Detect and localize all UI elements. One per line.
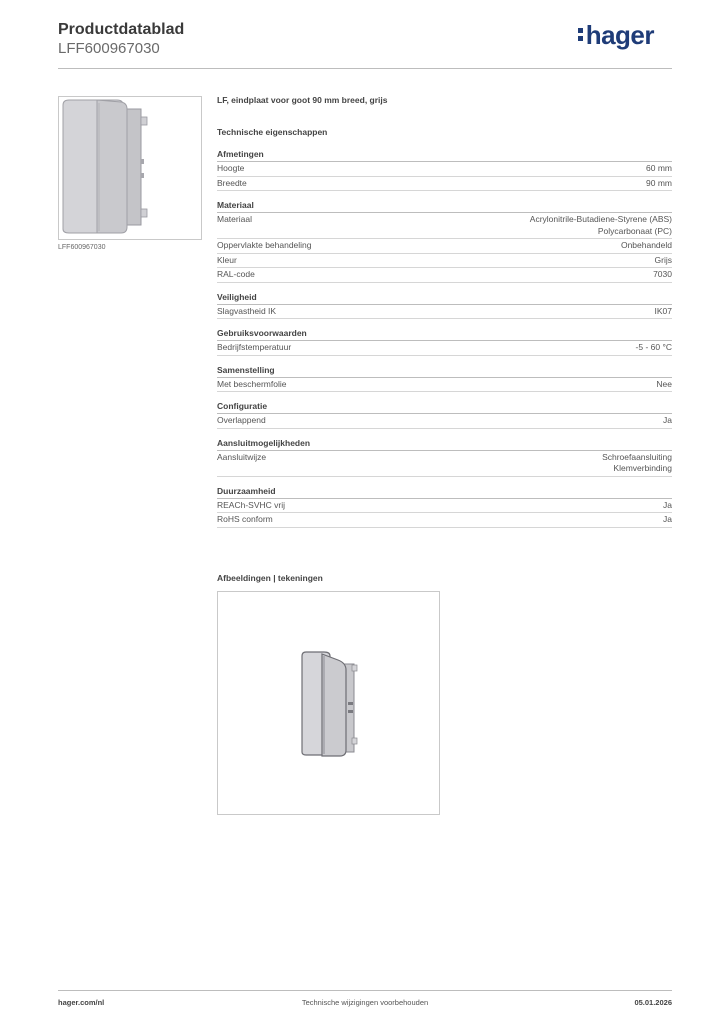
logo-text: hager <box>585 20 654 50</box>
spec-row <box>217 499 672 514</box>
spec-section-title: Veiligheid <box>217 292 672 305</box>
spec-value-line: Grijs <box>654 254 672 265</box>
spec-value <box>646 163 672 175</box>
spec-value-line: Ja <box>663 514 672 524</box>
spec-row <box>217 378 672 393</box>
spec-value <box>663 514 672 526</box>
page-header <box>58 20 672 70</box>
spec-label: Met beschermfolie <box>217 378 287 389</box>
spec-label: Oppervlakte behandeling <box>217 240 312 250</box>
product-code: LFF600967030 <box>58 40 160 57</box>
images-heading: Afbeeldingen | tekeningen <box>217 573 323 583</box>
spec-row <box>217 239 672 254</box>
spec-label: Kleur <box>217 254 237 265</box>
spec-section <box>217 438 672 477</box>
spec-value-line: Polycarbonaat (PC) <box>597 225 672 236</box>
spec-value-line: Acrylonitrile-Butadiene-Styrene (ABS) <box>529 214 672 224</box>
spec-value-line: Ja <box>663 415 672 425</box>
spec-row <box>217 414 672 429</box>
spec-section <box>217 292 672 320</box>
spec-row <box>217 513 672 528</box>
spec-section <box>217 365 672 393</box>
spec-label: Overlappend <box>217 415 266 425</box>
spec-row <box>217 254 672 269</box>
spec-label: Hoogte <box>217 163 245 173</box>
product-description: LF, eindplaat voor goot 90 mm breed, grijs <box>217 95 388 105</box>
spec-section-title: Samenstelling <box>217 365 672 378</box>
footer-disclaimer: Technische wijzigingen voorbehouden <box>301 998 429 1007</box>
spec-section-title: Aansluitmogelijkheden <box>217 438 672 451</box>
product-drawing <box>217 591 440 815</box>
spec-row <box>217 305 672 320</box>
spec-value-line: Klemverbinding <box>613 463 672 473</box>
technical-properties-heading: Technische eigenschappen <box>217 127 328 137</box>
spec-label: Materiaal <box>217 214 252 224</box>
spec-value-line: Schroefaansluiting <box>602 451 672 462</box>
spec-section <box>217 401 672 429</box>
spec-section-title: Gebruiksvoorwaarden <box>217 328 672 341</box>
spec-value-line: Ja <box>663 499 672 510</box>
header-divider <box>58 68 672 69</box>
footer-date: 05.01.2026 <box>634 998 672 1007</box>
spec-value <box>655 306 673 318</box>
spec-section <box>217 149 672 191</box>
document-title: Productdatablad <box>58 21 185 38</box>
end-plate-thumbnail-icon <box>59 97 201 239</box>
end-plate-drawing-icon <box>218 592 439 814</box>
spec-section-title: Afmetingen <box>217 149 672 162</box>
spec-value <box>602 452 672 475</box>
spec-value-line: Onbehandeld <box>620 240 672 250</box>
spec-value <box>663 500 672 512</box>
spec-value <box>653 269 672 281</box>
spec-label: RoHS conform <box>217 514 273 524</box>
hager-logo <box>578 20 654 51</box>
spec-section <box>217 200 672 283</box>
product-thumbnail <box>58 96 202 240</box>
spec-label: REACh-SVHC vrij <box>217 499 286 510</box>
spec-value-line: Nee <box>656 378 672 389</box>
footer-website-link[interactable]: hager.com/nl <box>58 998 105 1007</box>
spec-row <box>217 451 672 477</box>
spec-section <box>217 486 672 528</box>
spec-section <box>217 328 672 356</box>
footer-divider <box>58 990 672 991</box>
spec-value-line: 90 mm <box>646 177 672 188</box>
spec-label: RAL-code <box>217 269 255 279</box>
spec-value <box>636 342 672 354</box>
spec-row <box>217 268 672 283</box>
spec-value-line: 7030 <box>653 269 672 279</box>
spec-value <box>530 214 672 237</box>
spec-row <box>217 162 672 177</box>
spec-label: Slagvastheid IK <box>217 305 277 316</box>
spec-value-line: 60 mm <box>646 163 672 173</box>
spec-value <box>656 379 672 391</box>
logo-dots-icon <box>578 25 584 44</box>
specification-sections <box>217 149 672 528</box>
spec-value <box>621 240 672 252</box>
thumbnail-caption: LFF600967030 <box>58 244 106 251</box>
spec-value-line: -5 - 60 °C <box>635 342 672 352</box>
spec-value <box>646 178 672 190</box>
spec-value <box>655 255 672 267</box>
spec-label: Breedte <box>217 177 247 188</box>
spec-value <box>663 415 672 427</box>
spec-section-title: Configuratie <box>217 401 672 414</box>
spec-label: Bedrijfstemperatuur <box>217 342 292 352</box>
specifications-content <box>217 95 672 537</box>
spec-label: Aansluitwijze <box>217 451 267 462</box>
spec-value-line: IK07 <box>654 305 672 316</box>
spec-row <box>217 213 672 239</box>
spec-row <box>217 341 672 356</box>
spec-section-title: Materiaal <box>217 200 672 213</box>
spec-section-title: Duurzaamheid <box>217 486 672 499</box>
spec-row <box>217 177 672 192</box>
